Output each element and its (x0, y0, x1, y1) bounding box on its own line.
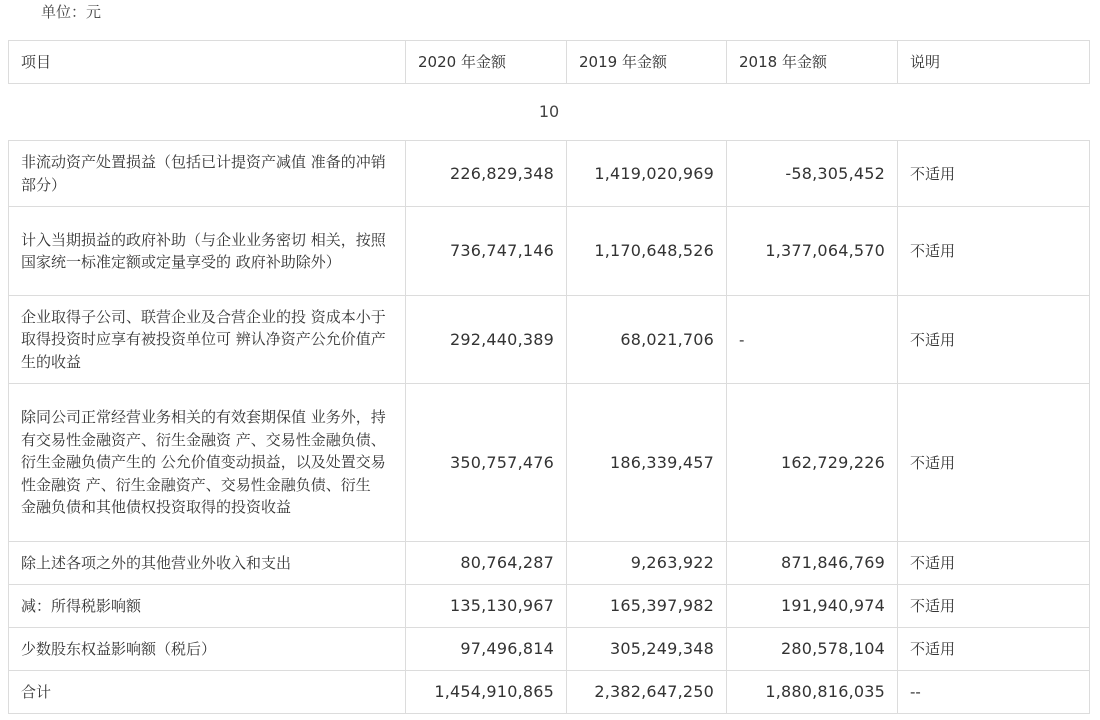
table-row (9, 207, 1090, 296)
row-item: 企业取得子公司、联营企业及合营企业的投 资成本小于取得投资时应享有被投资单位可 辨认净资产公允价值产生的收益 (9, 296, 406, 384)
row-item: 合计 (9, 671, 406, 714)
row-2018: 1,880,816,035 (727, 671, 898, 714)
row-note: -- (898, 671, 1090, 714)
row-note: 不适用 (898, 296, 1090, 384)
row-note: 不适用 (898, 141, 1090, 207)
row-2020: 1,454,910,865 (406, 671, 567, 714)
unit-label: 单位：元 (41, 3, 102, 21)
row-2019: 1,419,020,969 (567, 141, 727, 207)
row-2019: 2,382,647,250 (567, 671, 727, 714)
row-item: 计入当期损益的政府补助（与企业业务密切 相关，按照国家统一标准定额或定量享受的 政府补助除外） (9, 207, 406, 296)
row-2018: 191,940,974 (727, 585, 898, 628)
row-2019: 68,021,706 (567, 296, 727, 384)
table-row (9, 585, 1090, 628)
row-2018: - (727, 296, 898, 384)
row-item: 少数股东权益影响额（税后） (9, 628, 406, 671)
row-2020: 292,440,389 (406, 296, 567, 384)
page-marker-row (9, 84, 1090, 141)
table-row (9, 141, 1090, 207)
table-row (9, 384, 1090, 542)
row-item: 除上述各项之外的其他营业外收入和支出 (9, 542, 406, 585)
row-2020: 736,747,146 (406, 207, 567, 296)
row-2019: 186,339,457 (567, 384, 727, 542)
row-note: 不适用 (898, 542, 1090, 585)
row-2019: 1,170,648,526 (567, 207, 727, 296)
row-2018: 1,377,064,570 (727, 207, 898, 296)
table-row-total (9, 671, 1090, 714)
row-item: 非流动资产处置损益（包括已计提资产减值 准备的冲销部分） (9, 141, 406, 207)
row-note: 不适用 (898, 384, 1090, 542)
header-2018: 2018 年金额 (727, 41, 898, 84)
row-2018: 871,846,769 (727, 542, 898, 585)
row-2018: 280,578,104 (727, 628, 898, 671)
header-2019: 2019 年金额 (567, 41, 727, 84)
row-note: 不适用 (898, 585, 1090, 628)
row-note: 不适用 (898, 207, 1090, 296)
row-item: 减：所得税影响额 (9, 585, 406, 628)
row-2020: 135,130,967 (406, 585, 567, 628)
non-recurring-gains-table (8, 40, 1090, 714)
table-row (9, 628, 1090, 671)
row-2019: 9,263,922 (567, 542, 727, 585)
table-row (9, 542, 1090, 585)
row-2020: 80,764,287 (406, 542, 567, 585)
row-2020: 350,757,476 (406, 384, 567, 542)
table-row (9, 296, 1090, 384)
page-marker: 10 (9, 84, 1090, 141)
row-2019: 305,249,348 (567, 628, 727, 671)
header-2020: 2020 年金额 (406, 41, 567, 84)
row-2019: 165,397,982 (567, 585, 727, 628)
row-note: 不适用 (898, 628, 1090, 671)
row-2020: 226,829,348 (406, 141, 567, 207)
header-note: 说明 (898, 41, 1090, 84)
row-2018: 162,729,226 (727, 384, 898, 542)
table-header-row (9, 41, 1090, 84)
header-item: 项目 (9, 41, 406, 84)
row-2020: 97,496,814 (406, 628, 567, 671)
row-2018: -58,305,452 (727, 141, 898, 207)
row-item: 除同公司正常经营业务相关的有效套期保值 业务外，持有交易性金融资产、衍生金融资 产、交易性金融负债、衍生金融负债产生的 公允价值变动损益，以及处置交易性金融资 产、衍生金融资产、交易性金融负债、衍生 金融负债和其他债权投资取得的投资收益 (9, 384, 406, 542)
